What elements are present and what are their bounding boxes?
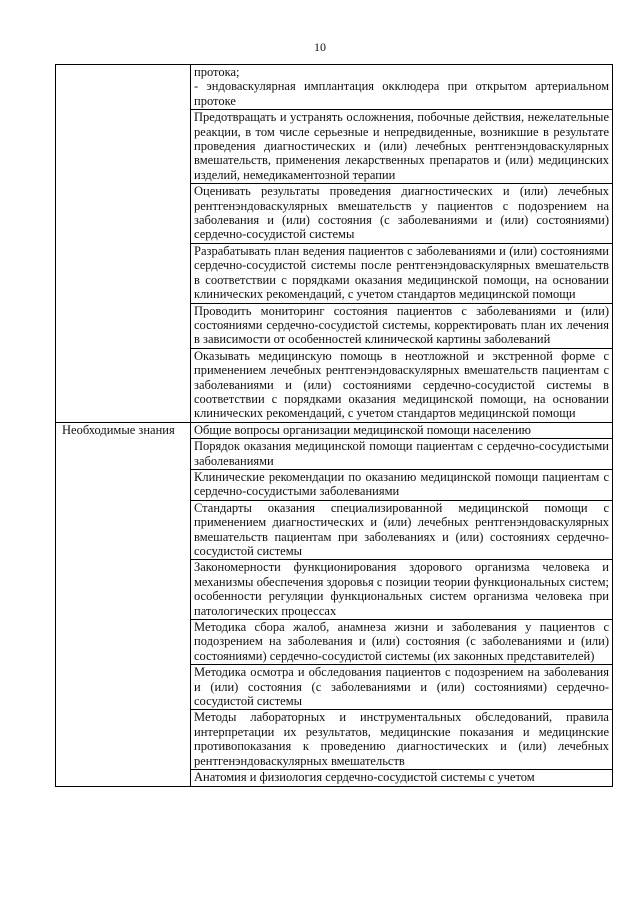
row-label: Необходимые знания [56,422,191,786]
row-text: Оказывать медицинскую помощь в неотложной и экстренной форме с применением лечебных рентгенэндоваскулярных вмешательств пациентам с заболеваниями и (или) состояниями сердечно-сосудистой системы в соответствии с порядками оказания медицинской помощи, на основании клинических рекомендаций, с учетом стандартов медицинской помощи [191,348,613,422]
page-number: 10 [314,40,326,54]
row-text: Стандарты оказания специализированной медицинской помощи с применением диагностических и (или) лечебных рентгенэндоваскулярных вмешательств пациентам при заболеваниях и (или) состояниях сердечно-сосудистой системы [191,500,613,560]
row-text: Методы лабораторных и инструментальных обследований, правила интерпретации их результатов, медицинские показания и медицинские противопоказания к проведению диагностических и (или) лечебных рентгенэндоваскулярных вмешательств [191,710,613,770]
row-text [191,65,613,110]
row-text: Предотвращать и устранять осложнения, побочные действия, нежелательные реакции, в том числе серьезные и непредвиденные, возникшие в результате проведения диагностических и (или) лечебных рентгенэндоваскулярных вмешательств, применения лекарственных препаратов и (или) медицинских изделий, немедикаментозной терапии [191,110,613,184]
row-text: Общие вопросы организации медицинской помощи населению [191,422,613,438]
row-label [56,65,191,423]
row-text: Клинические рекомендации по оказанию медицинской помощи пациентам с сердечно-сосудистыми заболеваниями [191,469,613,500]
table-row [56,422,613,438]
row-text: Анатомия и физиология сердечно-сосудистой системы с учетом [191,770,613,786]
table-row [56,65,613,110]
row-text: Закономерности функционирования здорового организма человека и механизмы обеспечения здоровья с позиции теории функциональных систем; особенности регуляции функциональных систем организма человека при патологических процессах [191,560,613,620]
row-text: Порядок оказания медицинской помощи пациентам с сердечно-сосудистыми заболеваниями [191,439,613,470]
row-text: Оценивать результаты проведения диагностических и (или) лечебных рентгенэндоваскулярных вмешательств у пациентов с подозрением на заболевания и (или) состояния (с заболеваниями и (или) состояниями) сердечно-сосудистой системы [191,184,613,244]
row-text: Методика осмотра и обследования пациентов с подозрением на заболевания и (или) состояния (с заболеваниями и (или) состояниями) сердечно-сосудистой системы [191,665,613,710]
row-text: Методика сбора жалоб, анамнеза жизни и заболевания у пациентов с подозрением на заболевания и (или) состояния (с заболеваниями и (или) состояниями) сердечно-сосудистой системы (их законных представителей) [191,620,613,665]
row-text-line: - эндоваскулярная имплантация окклюдера при открытом артериальном протоке [194,79,609,108]
competency-table [55,64,613,787]
row-text: Проводить мониторинг состояния пациентов с заболеваниями и (или) состояниями сердечно-сосудистой системы, корректировать план их лечения в зависимости от особенностей клинической картины заболеваний [191,303,613,348]
table-body [56,65,613,787]
row-text-line: протока; [194,65,240,79]
row-text: Разрабатывать план ведения пациентов с заболеваниями и (или) состояниями сердечно-сосудистой системы после рентгенэндоваскулярных вмешательств в соответствии с порядками оказания медицинской помощи, на основании клинических рекомендаций, с учетом стандартов медицинской помощи [191,243,613,303]
